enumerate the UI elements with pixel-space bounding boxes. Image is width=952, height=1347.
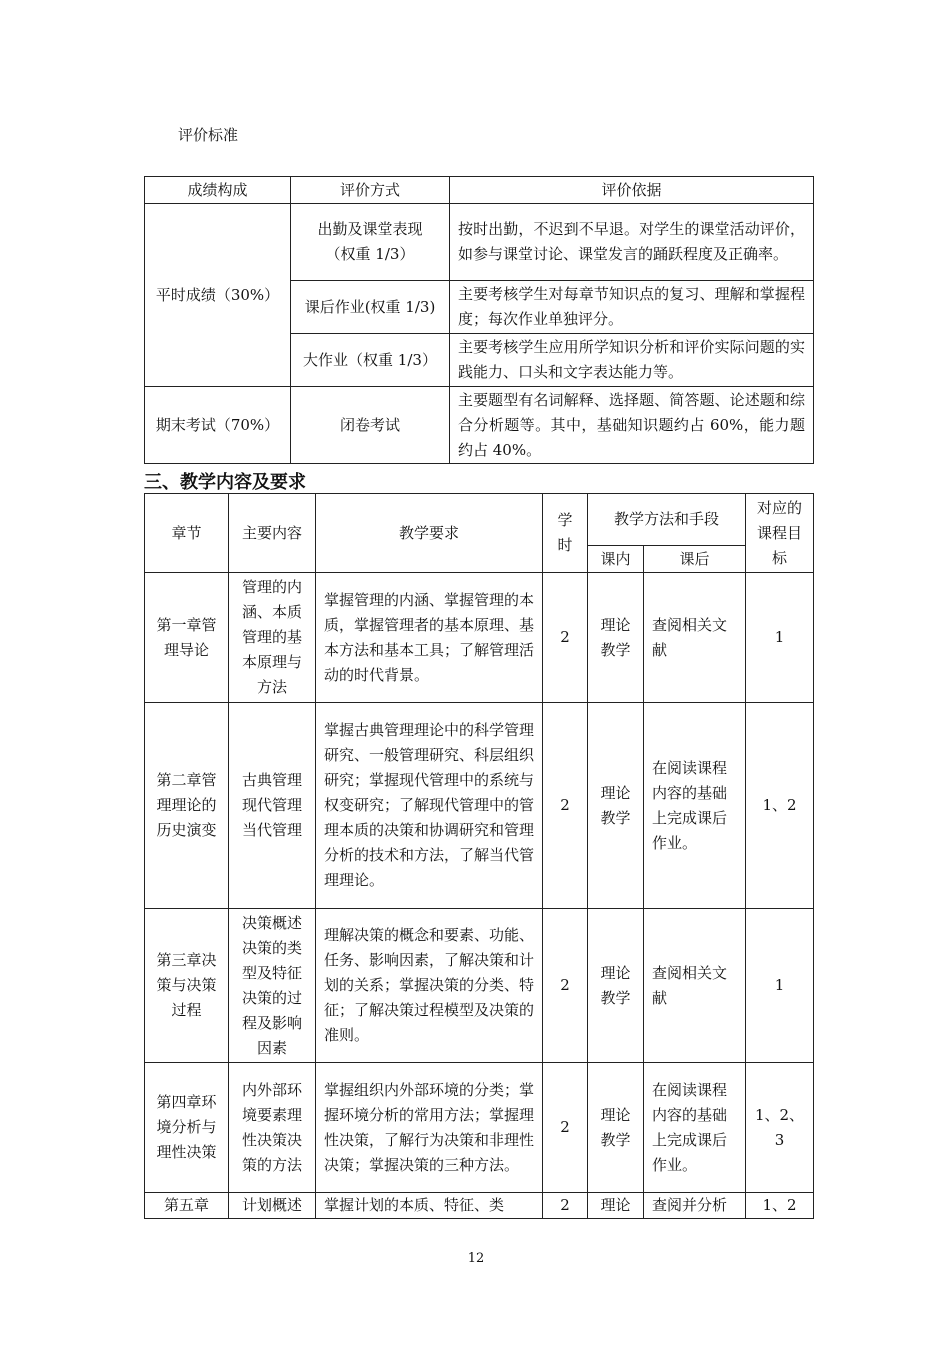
content-cell: 古典管理现代管理当代管理 xyxy=(229,703,316,909)
hours-cell: 2 xyxy=(543,1063,588,1193)
header-chapter: 章节 xyxy=(145,494,229,573)
content-cell: 管理的内涵、本质管理的基本原理与方法 xyxy=(229,573,316,703)
in-class-cell: 理论教学 xyxy=(588,1063,644,1193)
hours-cell: 2 xyxy=(543,573,588,703)
header-objectives: 对应的课程目标 xyxy=(746,494,814,573)
chapter-cell: 第三章决策与决策过程 xyxy=(145,909,229,1063)
content-cell: 计划概述 xyxy=(229,1193,316,1219)
final-exam-cell: 期末考试（70%） xyxy=(145,387,291,464)
after-class-cell: 在阅读课程内容的基础上完成课后作业。 xyxy=(644,703,746,909)
table-row xyxy=(145,1193,814,1219)
hours-cell: 2 xyxy=(543,1193,588,1219)
requirements-cell: 掌握古典管理理论中的科学管理研究、一般管理研究、科层组织研究；掌握现代管理中的系统与权变研究；了解现代管理中的管理本质的决策和协调研究和管理分析的技术和方法，了解当代管理理论。 xyxy=(316,703,543,909)
table-row xyxy=(145,703,814,909)
objectives-cell: 1、2 xyxy=(746,1193,814,1219)
requirements-cell: 掌握计划的本质、特征、类 xyxy=(316,1193,543,1219)
basis-attendance: 按时出勤，不迟到不早退。对学生的课堂活动评价，如参与课堂讨论、课堂发言的踊跃程度及正确率。 xyxy=(450,204,814,281)
after-class-cell: 查阅相关文献 xyxy=(644,573,746,703)
header-requirements: 教学要求 xyxy=(316,494,543,573)
objectives-cell: 1、2 xyxy=(746,703,814,909)
objectives-cell: 1、2、3 xyxy=(746,1063,814,1193)
header-basis: 评价依据 xyxy=(450,177,814,204)
after-class-cell: 查阅并分析 xyxy=(644,1193,746,1219)
teaching-content-table xyxy=(144,493,814,1219)
requirements-cell: 掌握组织内外部环境的分类；掌握环境分析的常用方法；掌握理性决策，了解行为决策和非理性决策；掌握决策的三种方法。 xyxy=(316,1063,543,1193)
final-exam-method: 闭卷考试 xyxy=(291,387,450,464)
header-method: 评价方式 xyxy=(291,177,450,204)
hours-cell: 2 xyxy=(543,909,588,1063)
page-number: 12 xyxy=(467,1251,485,1266)
chapter-cell: 第二章管理理论的历史演变 xyxy=(145,703,229,909)
method-project: 大作业（权重 1/3） xyxy=(291,334,450,387)
header-methods: 教学方法和手段 xyxy=(588,494,746,546)
basis-project: 主要考核学生应用所学知识分析和评价实际问题的实践能力、口头和文字表达能力等。 xyxy=(450,334,814,387)
method-attendance: 出勤及课堂表现 （权重 1/3） xyxy=(291,204,450,281)
after-class-cell: 查阅相关文献 xyxy=(644,909,746,1063)
basis-homework: 主要考核学生对每章节知识点的复习、理解和掌握程度；每次作业单独评分。 xyxy=(450,281,814,334)
method-homework: 课后作业(权重 1/3) xyxy=(291,281,450,334)
requirements-cell: 掌握管理的内涵、掌握管理的本质，掌握管理者的基本原理、基本方法和基本工具；了解管理活动的时代背景。 xyxy=(316,573,543,703)
requirements-cell: 理解决策的概念和要素、功能、任务、影响因素，了解决策和计划的关系；掌握决策的分类、特征；了解决策过程模型及决策的准则。 xyxy=(316,909,543,1063)
content-cell: 决策概述决策的类型及特征决策的过程及影响因素 xyxy=(229,909,316,1063)
in-class-cell: 理论教学 xyxy=(588,909,644,1063)
chapter-cell: 第五章 xyxy=(145,1193,229,1219)
table-row xyxy=(145,573,814,703)
section-heading: 三、教学内容及要求 xyxy=(144,472,306,493)
final-exam-basis: 主要题型有名词解释、选择题、简答题、论述题和综合分析题等。其中，基础知识题约占 60%，能力题约占 40%。 xyxy=(450,387,814,464)
usual-score-cell: 平时成绩（30%） xyxy=(145,204,291,387)
evaluation-table xyxy=(144,176,814,464)
header-component: 成绩构成 xyxy=(145,177,291,204)
table-row xyxy=(145,909,814,1063)
header-in-class: 课内 xyxy=(588,546,644,573)
chapter-cell: 第一章管理导论 xyxy=(145,573,229,703)
chapter-cell: 第四章环境分析与理性决策 xyxy=(145,1063,229,1193)
header-hours: 学时 xyxy=(543,494,588,573)
in-class-cell: 理论 xyxy=(588,1193,644,1219)
table-row xyxy=(145,1063,814,1193)
objectives-cell: 1 xyxy=(746,909,814,1063)
in-class-cell: 理论教学 xyxy=(588,573,644,703)
objectives-cell: 1 xyxy=(746,573,814,703)
after-class-cell: 在阅读课程内容的基础上完成课后作业。 xyxy=(644,1063,746,1193)
hours-cell: 2 xyxy=(543,703,588,909)
header-main-content: 主要内容 xyxy=(229,494,316,573)
content-cell: 内外部环境要素理性决策决策的方法 xyxy=(229,1063,316,1193)
in-class-cell: 理论教学 xyxy=(588,703,644,909)
header-after-class: 课后 xyxy=(644,546,746,573)
evaluation-standard-label: 评价标准 xyxy=(178,126,239,144)
